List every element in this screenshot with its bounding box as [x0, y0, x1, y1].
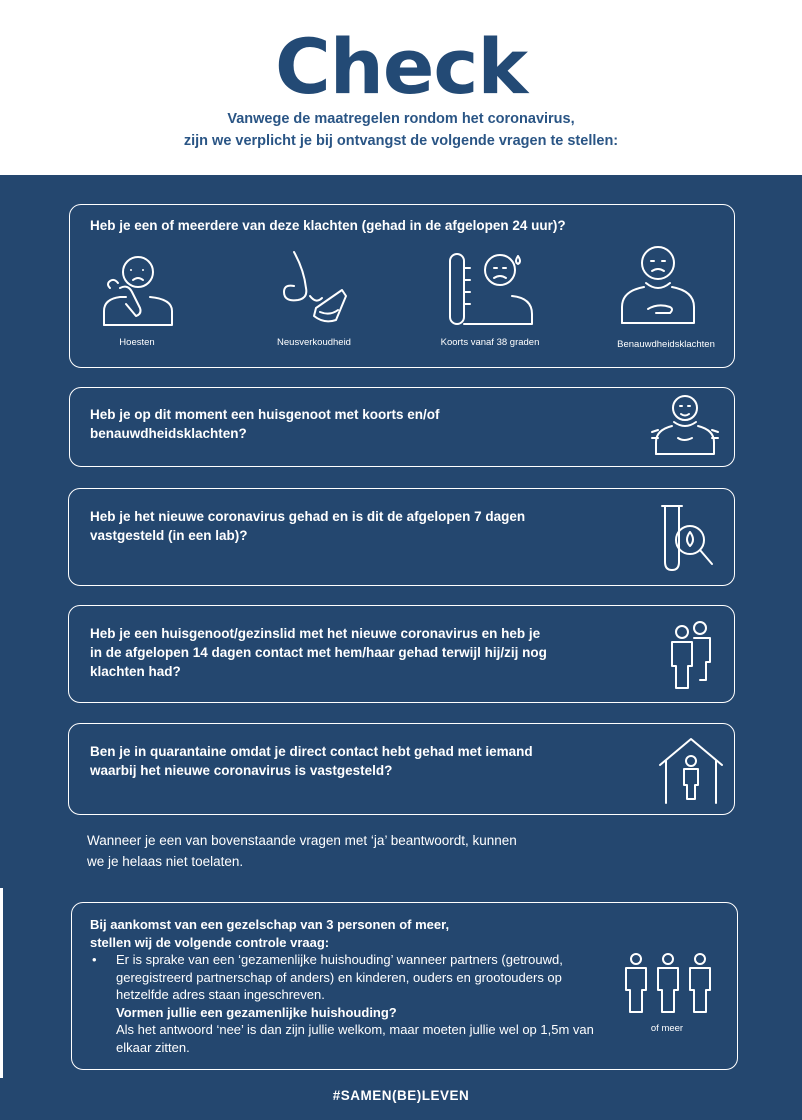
- group-question: Vormen jullie een gezamenlijke huishouding?: [116, 1004, 397, 1020]
- group-intro-line-2: stellen wij de volgende controle vraag:: [90, 934, 330, 950]
- three-people-icon: [620, 952, 716, 1016]
- question-housemate-fever-line-2: benauwdheidsklachten?: [90, 426, 247, 441]
- group-intro-line-1: Bij aankomst van een gezelschap van 3 personen of meer,: [90, 917, 450, 932]
- caption-nose: Neusverkoudheid: [277, 337, 351, 348]
- question-housemate-virus: [90, 624, 650, 681]
- subtitle-line-2: zijn we verplicht je bij ontvangst de volgende vragen te stellen:: [183, 133, 619, 149]
- caption-fever: Koorts vanaf 38 graden: [440, 337, 540, 348]
- question-quarantine-line-1: Ben je in quarantaine omdat je direct contact hebt gehad met iemand: [90, 744, 533, 759]
- question-had-virus-line-2: vastgesteld (in een lab)?: [90, 528, 248, 543]
- header: [0, 0, 802, 175]
- house-quarantine-icon: [656, 735, 726, 805]
- question-housemate-virus-line-2: in de afgelopen 14 dagen contact met hem/haar gehad terwijl hij/zij nog: [90, 645, 547, 660]
- group-answer: Als het antwoord ‘nee’ is dan zijn jullie welkom, maar moeten jullie wel op 1,5m van elkaar zitten.: [116, 1022, 594, 1055]
- question-symptoms: Heb je een of meerdere van deze klachten (gehad in de afgelopen 24 uur)?: [90, 218, 566, 233]
- cough-icon: [100, 250, 176, 328]
- caption-breath: Benauwdheidsklachten: [617, 339, 715, 350]
- warning-note: [87, 830, 567, 872]
- group-text: [90, 916, 615, 1056]
- question-housemate-fever: [90, 405, 610, 443]
- divider: [0, 888, 3, 1078]
- question-quarantine-line-2: waarbij het nieuwe coronavirus is vastgesteld?: [90, 763, 393, 778]
- subtitle: [0, 108, 802, 152]
- shortness-of-breath-icon: [618, 243, 698, 327]
- caption-cough: Hoesten: [119, 337, 155, 348]
- page-title: Check: [274, 22, 528, 111]
- thermometer-face-icon: [444, 248, 536, 328]
- warning-note-line-1: Wanneer je een van bovenstaande vragen met ‘ja’ beantwoordt, kunnen: [87, 833, 517, 848]
- sick-person-icon: [650, 392, 720, 458]
- three-people-caption: of meer: [650, 1023, 684, 1034]
- warning-note-line-2: we je helaas niet toelaten.: [87, 854, 244, 869]
- footer-hashtag: #SAMEN(BE)LEVEN: [332, 1088, 470, 1103]
- question-housemate-virus-line-3: klachten had?: [90, 664, 181, 679]
- question-had-virus-line-1: Heb je het nieuwe coronavirus gehad en is dit de afgelopen 7 dagen: [90, 509, 526, 524]
- question-had-virus: [90, 507, 630, 545]
- subtitle-line-1: Vanwege de maatregelen rondom het coronavirus,: [227, 111, 575, 127]
- test-tube-icon: [658, 500, 716, 574]
- nose-icon: [280, 248, 350, 328]
- question-housemate-virus-line-1: Heb je een huisgenoot/gezinslid met het nieuwe coronavirus en heb je: [90, 626, 541, 641]
- bullet-dot: •: [92, 952, 97, 967]
- two-people-icon: [662, 618, 718, 692]
- group-bullet-text: Er is sprake van een ‘gezamenlijke huishouding’ wanneer partners (getrouwd, geregistreerd partnerschap of anders) en kinderen, ouders en grootouders op hetzelfde adres staan ingeschreven.: [116, 952, 563, 1002]
- group-bullet: [90, 951, 615, 1004]
- question-housemate-fever-line-1: Heb je op dit moment een huisgenoot met koorts en/of: [90, 407, 440, 422]
- question-quarantine: [90, 742, 650, 780]
